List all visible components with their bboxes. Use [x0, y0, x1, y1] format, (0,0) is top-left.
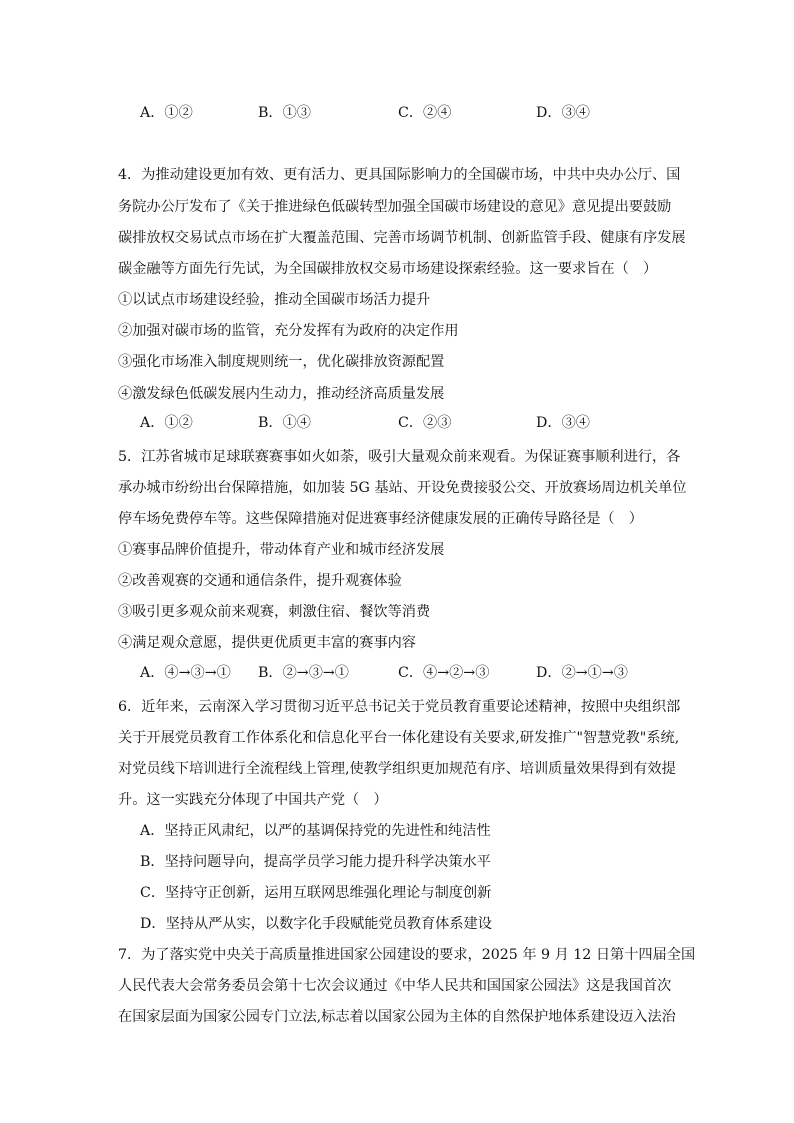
- q6-option-a: A．坚持正风肃纪，以严的基调保持党的先进性和纯洁性: [140, 823, 491, 839]
- q5-item-1: ①赛事品牌价值提升，带动体育产业和城市经济发展: [118, 542, 445, 558]
- q4-stem-line-4: 碳金融等方面先行先试，为全国碳排放权交易市场建设探索经验。这一要求旨在（ ）: [118, 261, 658, 277]
- q5-stem-line-3: 停车场免费停车等。这些保障措施对促进赛事经济健康发展的正确传导路径是（ ）: [118, 511, 643, 527]
- q3-option-c: C．②④: [398, 105, 452, 121]
- q4-item-2: ②加强对碳市场的监管，充分发挥有为政府的决定作用: [118, 323, 459, 339]
- q5-option-d: D．②→①→③: [536, 665, 628, 681]
- q5-option-a: A．④→③→①: [140, 665, 231, 681]
- q6-stem-line-1: 6．近年来，云南深入学习贯彻习近平总书记关于党员教育重要论述精神，按照中央组织部: [118, 699, 681, 715]
- q4-option-b: B．①④: [258, 415, 311, 431]
- q5-item-3: ③吸引更多观众前来观赛，刺激住宿、餐饮等消费: [118, 604, 431, 620]
- q4-stem-line-3: 碳排放权交易试点市场在扩大覆盖范围、完善市场调节机制、创新监管手段、健康有序发展: [118, 230, 686, 246]
- q7-stem-line-1: 7．为了落实党中央关于高质量推进国家公园建设的要求，2025 年 9 月 12 日第十四届全国: [118, 947, 696, 963]
- q6-option-b: B．坚持问题导向，提高学员学习能力提升科学决策水平: [140, 854, 491, 870]
- q4-item-1: ①以试点市场建设经验，推动全国碳市场活力提升: [118, 292, 431, 308]
- q6-option-d: D．坚持从严从实，以数字化手段赋能党员教育体系建设: [140, 916, 492, 932]
- q7-stem-line-3: 在国家层面为国家公园专门立法,标志着以国家公园为主体的自然保护地体系建设迈入法治: [118, 1009, 676, 1025]
- q3-option-d: D．③④: [536, 105, 590, 121]
- q4-stem-line-1: 4．为推动建设更加有效、更有活力、更具国际影响力的全国碳市场，中共中央办公厅、国: [118, 167, 681, 183]
- q4-stem-line-2: 务院办公厅发布了《关于推进绿色低碳转型加强全国碳市场建设的意见》意见提出要鼓励: [118, 199, 672, 215]
- q6-stem-line-3: 对党员线下培训进行全流程线上管理,使教学组织更加规范有序、培训质量效果得到有效提: [118, 761, 676, 777]
- q4-option-a: A．①②: [140, 415, 193, 431]
- q4-item-3: ③强化市场准入制度规则统一，优化碳排放资源配置: [118, 354, 445, 370]
- q4-item-4: ④激发绿色低碳发展内生动力，推动经济高质量发展: [118, 386, 445, 402]
- q5-stem-line-1: 5．江苏省城市足球联赛赛事如火如荼，吸引大量观众前来观看。为保证赛事顺利进行，各: [118, 449, 681, 465]
- q7-stem-line-2: 人民代表大会常务委员会第十七次会议通过《中华人民共和国国家公园法》这是我国首次: [118, 978, 672, 994]
- q5-option-b: B．②→③→①: [258, 665, 349, 681]
- q5-stem-line-2: 承办城市纷纷出台保障措施，如加装 5G 基站、开设免费接驳公交、开放赛场周边机关单位: [118, 480, 687, 496]
- q3-option-a: A．①②: [140, 105, 193, 121]
- q5-option-c: C．④→②→③: [398, 665, 490, 681]
- q6-stem-line-4: 升。这一实践充分体现了中国共产党（ ）: [118, 792, 388, 808]
- q4-option-c: C．②③: [398, 415, 452, 431]
- q6-stem-line-2: 关于开展党员教育工作体系化和信息化平台一体化建设有关要求,研发推广"智慧党教"系统,: [118, 730, 680, 746]
- q5-item-2: ②改善观赛的交通和通信条件，提升观赛体验: [118, 573, 402, 589]
- q6-option-c: C．坚持守正创新，运用互联网思维强化理论与制度创新: [140, 885, 492, 901]
- q4-option-d: D．③④: [536, 415, 590, 431]
- q5-item-4: ④满足观众意愿，提供更优质更丰富的赛事内容: [118, 635, 416, 651]
- q3-option-b: B．①③: [258, 105, 311, 121]
